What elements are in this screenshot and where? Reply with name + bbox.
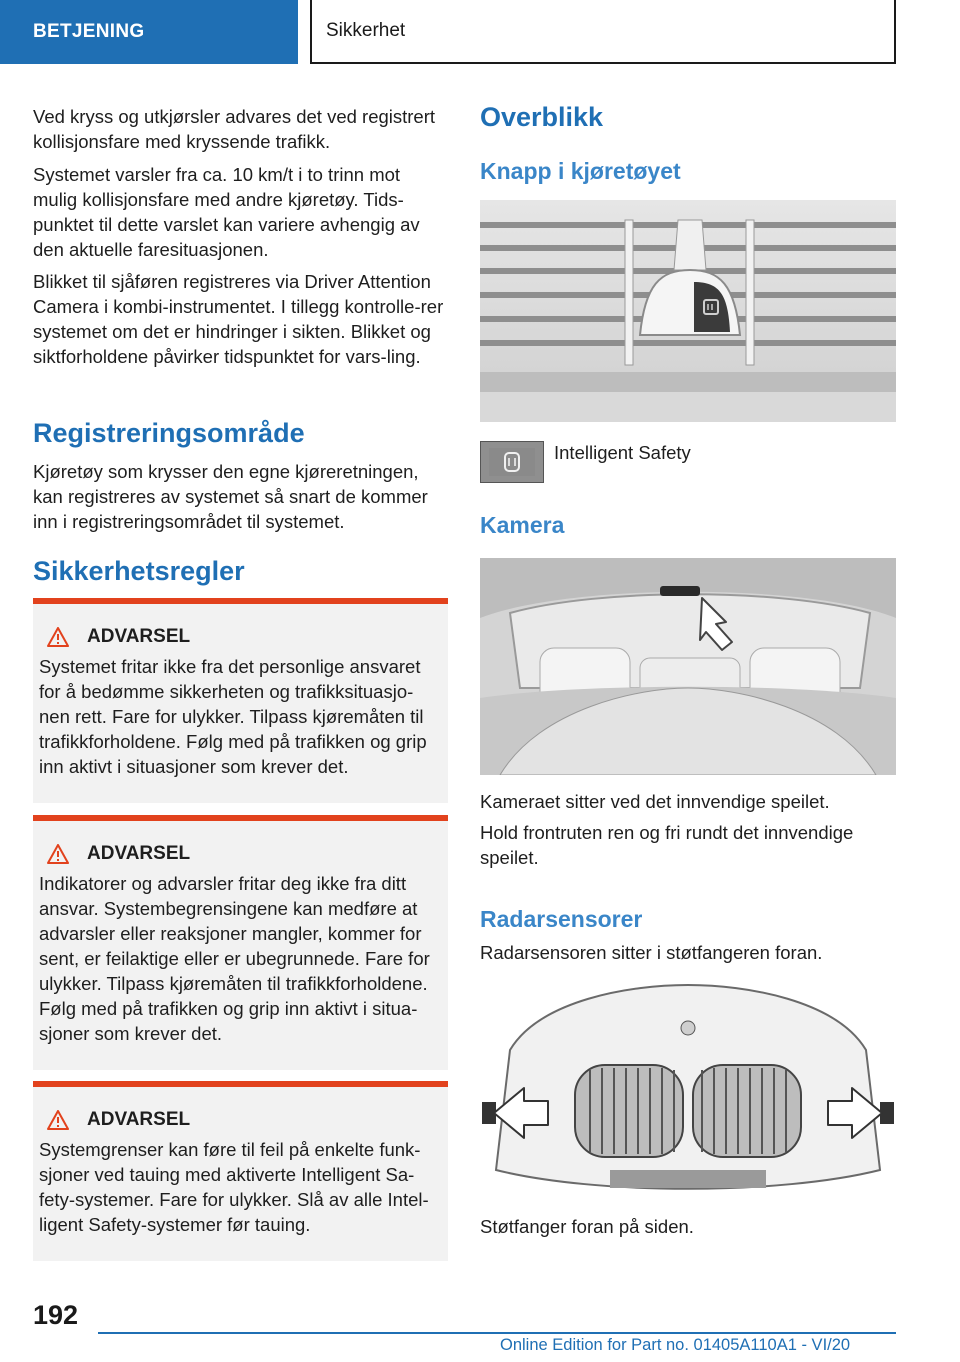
intro-paragraph-3: Blikket til sjåføren registreres via Driver Attention Camera i kombi-instrumentet. I tillegg kontrolle-rer systemet om det er hindringer i sikten. Blikket og siktforholdene påvirker tidspunktet for vars-ling. <box>33 271 444 367</box>
warning-title-row <box>47 1109 442 1131</box>
radar-text: Radarsensoren sitter i støtfangeren foran. <box>480 942 823 963</box>
header-section-label: BETJENING <box>33 21 145 42</box>
warning-triangle-icon <box>47 1110 69 1130</box>
registration-heading: Registreringsområde <box>33 418 305 448</box>
camera-location-figure <box>480 558 896 775</box>
radar-heading: Radarsensorer <box>480 906 643 932</box>
header-chapter-box <box>310 0 896 64</box>
intro-paragraph-2: Systemet varsler fra ca. 10 km/t i to trinn mot mulig kollisjonsfare med andre kjøretøy. Tids-punktet til dette varslet kan variere avhengig av den aktuelle faresituasjonen. <box>33 164 420 260</box>
button-heading: Knapp i kjøretøyet <box>480 158 681 184</box>
intro-paragraph-1: Ved kryss og utkjørsler advares det ved registrert kollisjonsfare med kryssende trafikk. <box>33 106 436 152</box>
warning-text: Systemet fritar ikke fra det personlige ansvaret for å bedømme sikkerheten og trafikksituasjo-nen rett. Fare for ulykker. Tilpass kjøremåten til trafikkforholdene. Følg med på trafikken og grip inn aktivt i situasjoner som krever det. <box>39 656 427 777</box>
camera-paragraph-1: Kameraet sitter ved det innvendige speilet. <box>480 791 830 812</box>
warning-title: ADVARSEL <box>87 626 191 647</box>
warning-box-2 <box>33 815 448 1070</box>
warning-box-1 <box>33 598 448 803</box>
warning-title-row <box>47 626 442 648</box>
camera-heading: Kamera <box>480 512 565 538</box>
warning-title: ADVARSEL <box>87 1109 191 1130</box>
warning-text: Systemgrenser kan føre til feil på enkelte funk-sjoner ved tauing med aktiverte Intelligent Sa-fety-systemer. Fare for ulykker. Slå av alle Intel-ligent Safety-systemer før tauing. <box>39 1139 429 1235</box>
warning-triangle-icon <box>47 844 69 864</box>
registration-text: Kjøretøy som krysser den egne kjøreretningen, kan registreres av systemet så snart de kommer inn i registreringsområdet til systemet. <box>33 461 428 532</box>
header-section-tab <box>0 0 298 64</box>
intelligent-safety-label: Intelligent Safety <box>554 442 691 463</box>
camera-paragraph-2: Hold frontruten ren og fri rundt det innvendige speilet. <box>480 822 854 868</box>
button-location-figure <box>480 200 896 422</box>
footer-divider <box>98 1332 896 1334</box>
warning-box-3 <box>33 1081 448 1261</box>
header-chapter-label: Sikkerhet <box>326 20 406 41</box>
warning-triangle-icon <box>47 627 69 647</box>
footer-edition: Online Edition for Part no. 01405A110A1 - VI/20 <box>500 1336 851 1354</box>
radar-sensor-figure <box>480 980 896 1202</box>
radar-caption: Støtfanger foran på siden. <box>480 1216 694 1237</box>
safety-rules-heading: Sikkerhetsregler <box>33 556 245 586</box>
warning-text: Indikatorer og advarsler fritar deg ikke fra ditt ansvar. Systembegrensingene kan medføre at advarsler eller reaksjoner mangler, kommer for sent, er feilaktige eller er ubegrunnede. Fare for ulykker. Tilpass kjøremåten til trafikkforholdene. Følg med på trafikken og grip inn aktivt i situa-sjoner som krever det. <box>39 873 430 1044</box>
warning-title-row <box>47 843 442 865</box>
overview-heading: Overblikk <box>480 102 604 132</box>
warning-title: ADVARSEL <box>87 843 191 864</box>
intelligent-safety-button-icon <box>480 441 544 483</box>
page-number: 192 <box>33 1300 79 1330</box>
